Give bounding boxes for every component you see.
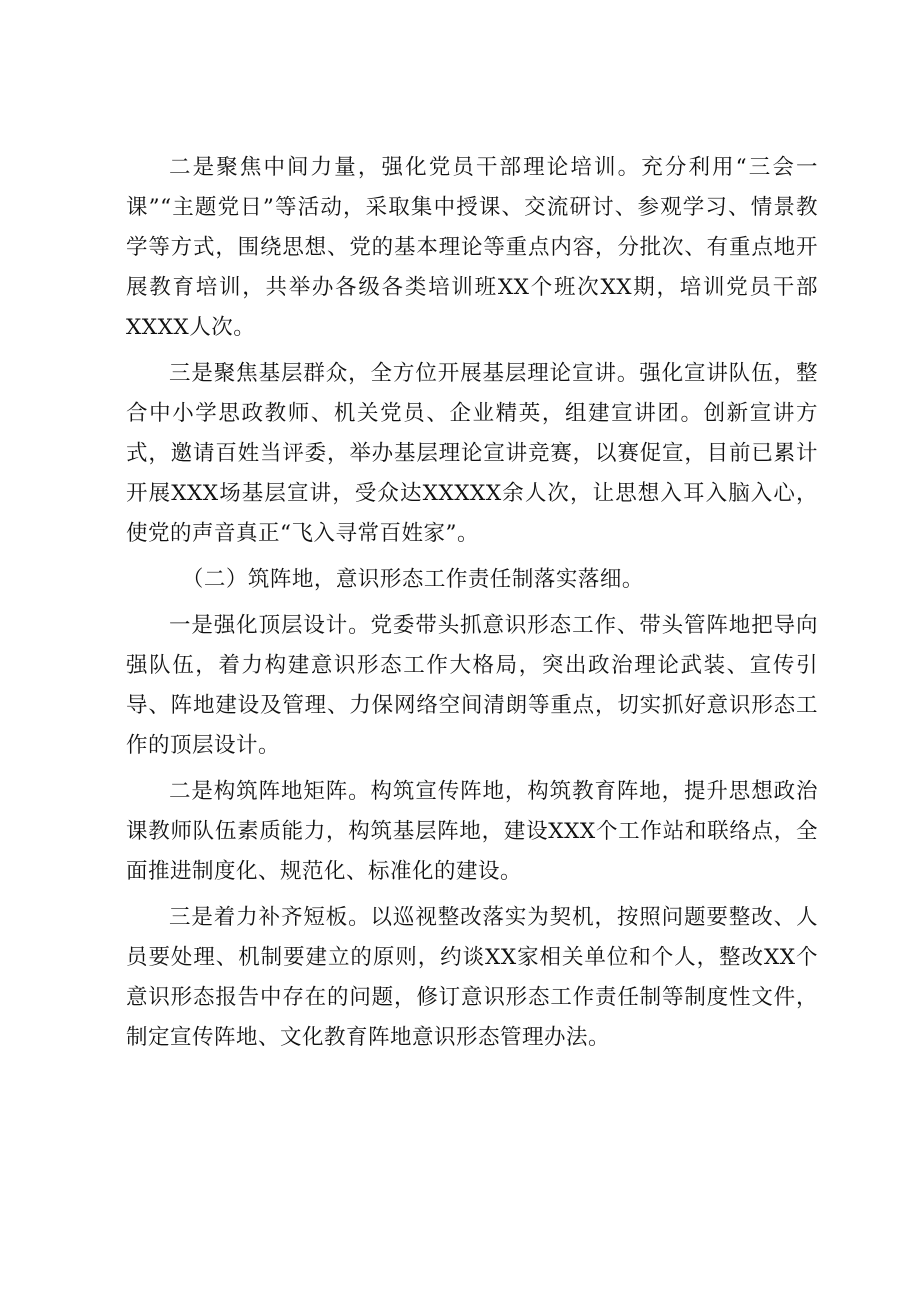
section-heading: （二）筑阵地，意识形态工作责任制落实落细。 [181,567,644,592]
paragraph-training: 二是聚焦中间力量，强化党员干部理论培训。充分利用“三会一课”“主题党日”等活动，采取集中授课、交流研讨、参观学习、情景教学等方式，围绕思想、党的基本理论等重点内容，分批次、有重点地开展教育培训，共举办各级各类培训班XX个班次XX期，培训党员干部XXXX人次。 [126,155,818,340]
paragraph-shortcomings: 三是着力补齐短板。以巡视整改落实为契机，按照问题要整改、人员要处理、机制要建立的原则，约谈XX家相关单位和个人，整改XX个意识形态报告中存在的问题，修订意识形态工作责任制等制度性文件，制定宣传阵地、文化教育阵地意识形态管理办法。 [126,905,818,1050]
paragraph-top-level-design: 一是强化顶层设计。党委带头抓意识形态工作、带头管阵地把导向强队伍，着力构建意识形态工作大格局，突出政治理论武装、宣传引导、阵地建设及管理、力保网络空间清朗等重点，切实抓好意识形态工作的顶层设计。 [126,613,818,758]
document-body [126,148,818,1058]
paragraph-position-matrix: 二是构筑阵地矩阵。构筑宣传阵地，构筑教育阵地，提升思想政治课教师队伍素质能力，构筑基层阵地，建设XXX个工作站和联络点，全面推进制度化、规范化、标准化的建设。 [126,779,818,884]
paragraph-grassroots-lectures: 三是聚焦基层群众，全方位开展基层理论宣讲。强化宣讲队伍，整合中小学思政教师、机关党员、企业精英，组建宣讲团。创新宣讲方式，邀请百姓当评委，举办基层理论宣讲竞赛，以赛促宣，目前已累计开展XXX场基层宣讲，受众达XXXXX余人次，让思想入耳入脑入心，使党的声音真正“飞入寻常百姓家”。 [126,361,818,546]
